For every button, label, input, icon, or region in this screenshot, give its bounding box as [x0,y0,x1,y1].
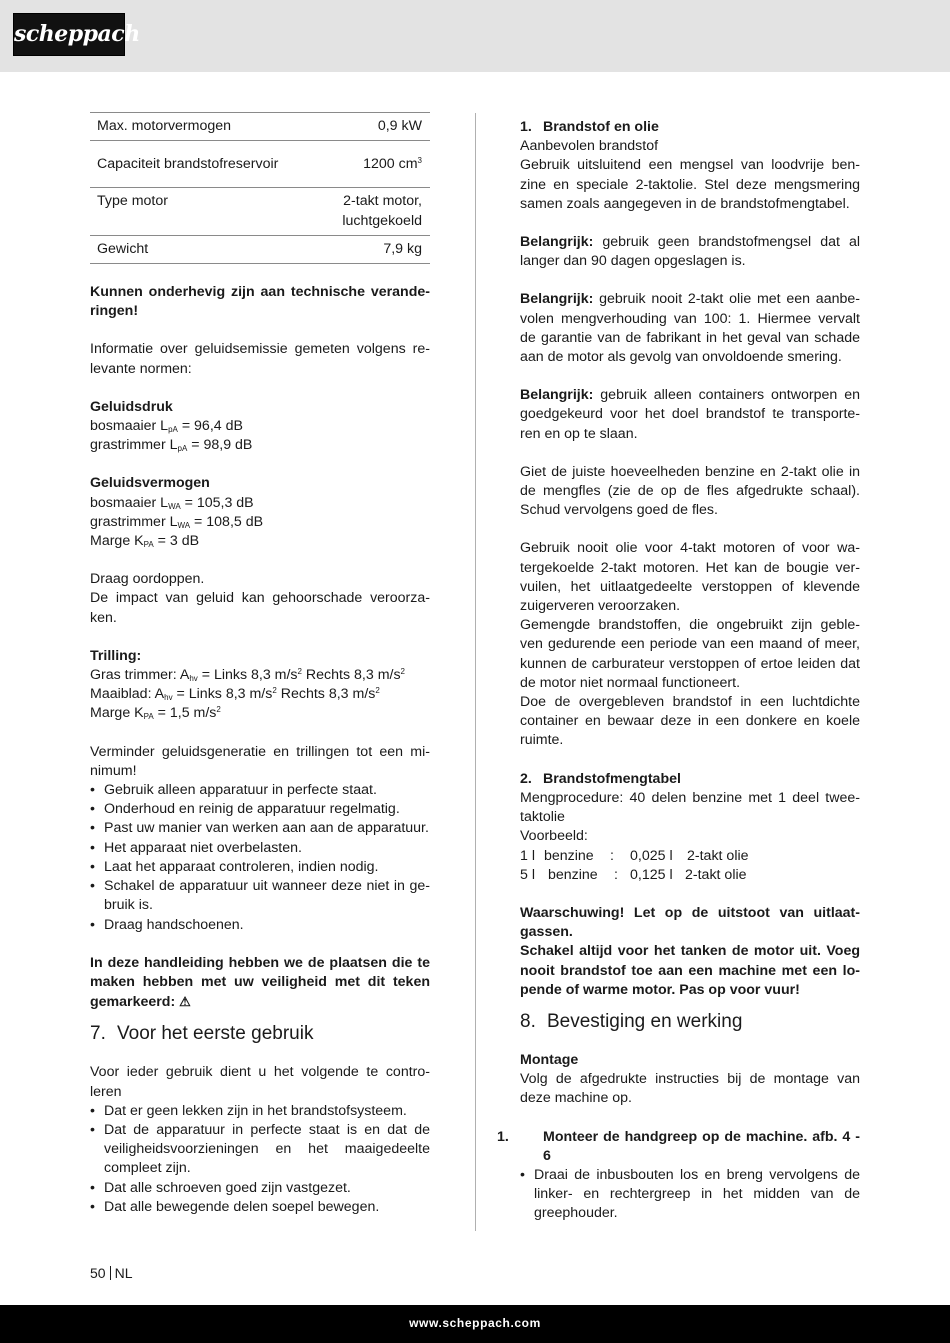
list-item: • Draai de inbusbouten los en breng vervolgens de linker- en rechtergreep in het midden van de greephouder. [520,1166,860,1224]
old-fuel-text: Gemengde brandstoffen, die ongebruikt zijn geble-ven gedurende een periode van een maand of meer, kunnen de carburateur verstoppen of ertoe leiden dat de motor niet normaal functioneert. [520,617,860,691]
sound-power-line: bosmaaier $L_{WA} = 105,3$ dB [90,494,254,511]
hearing-damage-text: De impact van geluid kan gehoorschade veroorza-ken. [90,590,430,626]
section-8-heading: 8. Bevestiging en werking [520,1010,743,1032]
right-column [497,118,860,1224]
list-item: • Schakel de apparatuur uit wanneer deze niet in ge-bruik is. [90,877,430,915]
footer-bar [0,1305,950,1343]
important-note: Belangrijk: gebruik alleen containers ontworpen en goedgekeurd voor het doel brandstof te transporte-ren en op te slaan. [520,387,860,442]
spec-value: 0,9 kW [319,113,430,141]
example-label: Voorbeeld: [520,828,588,845]
mix-procedure: Mengprocedure: 40 delen benzine met 1 deel twee-taktolie [520,789,860,826]
vibration-line: Gras trimmer: $A_{hv}$ = Links 8,3 $m/s^2$ Rechts 8,3 $m/s^2$ [90,667,405,684]
important-note: Belangrijk: gebruik geen brandstofmengsel dat al langer dan 90 dagen opgeslagen is. [520,234,860,270]
list-item: • Laat het apparaat controleren, indien nodig. [90,858,430,877]
step-1-heading: 1. Monteer de handgreep op de machine. afb. 4 - 6 [497,1128,860,1164]
list-item: • Het apparaat niet overbelasten. [90,839,430,858]
spec-table [90,112,430,264]
noise-intro: Informatie over geluidsemissie gemeten volgens re-levante normen: [90,341,430,377]
oil-warning-text: Gebruik nooit olie voor 4-takt motoren of voor wa-tergekoelde 2-takt motoren. Het kan de bougie ver-vuilen, het uitlaatgedeelte verstoppen of klevende zuigerveren veroorzaken. [520,540,860,615]
fuel-text: Gebruik uitsluitend een mengsel van loodvrije ben-zine en speciale 2-taktolie. Stel deze mengsmering samen zoals aangegeven in de brandstofmengtabel. [520,157,860,212]
check-list [90,1102,430,1217]
list-item: • Onderhoud en reinig de apparatuur regelmatig. [90,800,430,819]
step-1-list [520,1166,860,1224]
sound-pressure-line: bosmaaier $L_{pA} = 96,4$ dB [90,418,243,435]
table-row [90,235,430,263]
page-number: 50 NL [90,1265,133,1281]
mix-row: 5 l benzine : 0,125 l 2-takt olie [520,866,747,883]
list-item: • Draag handschoenen. [90,916,430,935]
scheppach-logo: scheppach [13,13,125,56]
important-note: Belangrijk: gebruik nooit 2-takt olie met een aanbe-volen mengverhouding van 100: 1. Hiermee vervalt de garantie van de fabrikant in het geval van schade aan de motor als gevolg van onvoldoende smering. [520,291,860,366]
section-1-heading: 1. Brandstof en olie [520,119,659,135]
sound-power-line: Marge $K_{PA} = 3$ dB [90,533,200,550]
section-7-intro: Voor ieder gebruik dient u het volgende te contro-leren [90,1064,430,1100]
vibration-line: Marge $K_{PA} = 1,5$ $m/s^2$ [90,705,221,722]
spec-label: Max. motorvermogen [90,113,319,141]
left-column [90,112,430,1217]
list-item: • Past uw manier van werken aan aan de apparatuur. [90,819,430,838]
spec-value: 7,9 kg [319,235,430,263]
list-item: • Dat de apparatuur in perfecte staat is en dat de veiligheidsvoorzieningen en het maaigedeelte compleet zijn. [90,1121,430,1179]
reduce-intro: Verminder geluidsgeneratie en trillingen tot een mi-nimum! [90,743,430,779]
exhaust-warning: Waarschuwing! Let op de uitstoot van uitlaat-gassen. [520,904,860,941]
list-item: • Dat alle schroeven goed zijn vastgezet. [90,1179,430,1198]
technical-change-notice: Kunnen onderhevig zijn aan technische verande-ringen! [90,284,430,320]
safety-note: In deze handleiding hebben we de plaatsen die te maken hebben met uw veiligheid met dit teken gemarkeerd: ⚠ [90,954,430,1011]
vibration-title: Trilling: [90,647,142,664]
mix-row: 1 l benzine : 0,025 l 2-takt olie [520,847,749,864]
spec-label: Type motor [90,188,319,235]
sound-pressure-title: Geluidsdruk [90,398,173,415]
recommended-fuel-label: Aanbevolen brandstof [520,138,659,155]
vibration-line: Maaiblad: $A_{hv}$ = Links 8,3 $m/s^2$ Rechts 8,3 $m/s^2$ [90,686,380,703]
storage-text: Doe de overgebleven brandstof in een luchtdichte container en bewaar deze in een donkere en koele ruimte. [520,694,860,749]
list-item: • Dat alle bewegende delen soepel bewegen. [90,1198,430,1217]
list-item: • Dat er geen lekken zijn in het brandstofsysteem. [90,1102,430,1121]
reduce-list [90,781,430,935]
sound-power-title: Geluidsvermogen [90,475,210,492]
mixing-instructions: Giet de juiste hoeveelheden benzine en 2-takt olie in de mengfles (zie de op de fles afgedrukte schaal). Schud vervolgens goed de fles. [520,463,860,519]
section-7-heading: 7. Voor het eerste gebruik [90,1023,314,1045]
header-bar [0,0,950,72]
refuel-warning: Schakel altijd voor het tanken de motor uit. Voeg nooit brandstof toe aan een machine met een lo-pende of warme motor. Pas op voor vuur! [520,943,860,998]
spec-value: 2-takt motor, luchtgekoeld [319,188,430,235]
list-item: • Gebruik alleen apparatuur in perfecte staat. [90,781,430,800]
column-divider [475,113,476,1231]
sound-power-line: grastrimmer $L_{WA} = 108,5$ dB [90,513,264,530]
website-link[interactable]: www.scheppach.com [409,1316,541,1330]
warning-triangle-icon: ⚠ [179,994,191,1010]
ear-protection-text: Draag oordoppen. [90,571,205,588]
table-row [90,188,430,235]
assembly-text: Volg de afgedrukte instructies bij de montage van deze machine op. [520,1071,860,1107]
spec-label: Gewicht [90,235,319,263]
table-row [90,141,430,188]
sound-pressure-line: grastrimmer $L_{pA} = 98,9$ dB [90,437,253,454]
section-2-heading: 2. Brandstofmengtabel [520,770,681,787]
spec-value: 1200 $cm^3$ [319,141,430,188]
table-row [90,113,430,141]
assembly-title: Montage [520,1051,579,1068]
spec-label: Capaciteit brandstofreservoir [90,141,319,188]
